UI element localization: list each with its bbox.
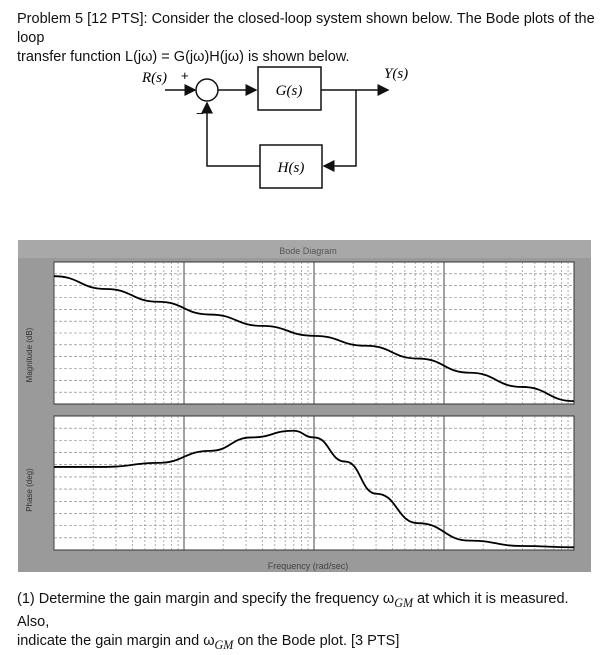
output-label: Y(s) [384,66,409,82]
question-1 [17,590,602,655]
feedback-path-left [207,103,260,166]
question-line-2: indicate the gain margin and $\omega_{GM}$ on the Bode plot. [3 PTS] [17,632,400,652]
bode-title: Bode Diagram [279,246,337,256]
plus-sign: + [181,68,189,83]
problem-line-1: Problem 5 [12 PTS]: Consider the closed-loop system shown below. The Bode plots of the loop [17,11,595,46]
bode-xlabel: Frequency (rad/sec) [267,561,349,571]
question-line-1: (1) Determine the gain margin and specify the frequency $\omega_{GM}$ at which it is measured. Also, [17,591,569,630]
feedback-path-right [324,90,356,166]
block-diagram [0,0,611,240]
phase-panel [54,416,574,550]
summing-junction [196,79,218,101]
bode-plot [18,240,591,572]
minus-sign: − [196,106,204,121]
h-block-label: H(s) [277,160,305,176]
magnitude-panel [54,262,574,404]
g-block-label: G(s) [275,83,303,99]
input-label: R(s) [142,70,167,86]
problem-line-2: transfer function L(jω) = G(jω)H(jω) is shown below. [17,49,350,65]
bode-ylabel-phase: Phase (deg) [25,468,34,512]
bode-ylabel-magnitude: Magnitude (dB) [25,327,34,383]
